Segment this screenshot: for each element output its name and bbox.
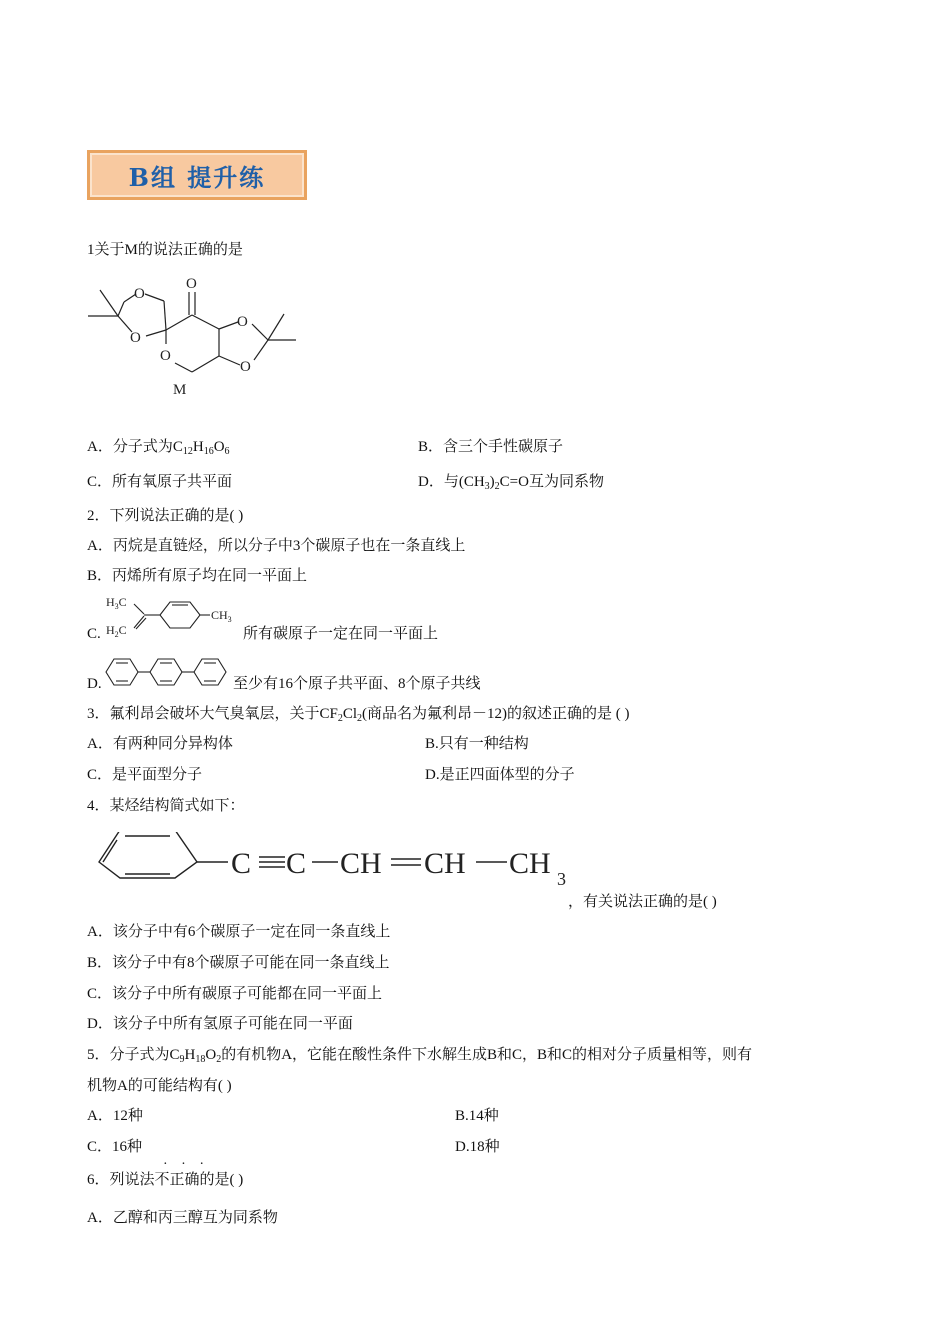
- atom-o-label: O: [134, 286, 145, 302]
- q2-option-a: A．丙烷是直链烃，所以分子中3个碳原子也在一条直线上: [87, 538, 466, 554]
- q5-option-a: A．12种: [87, 1108, 143, 1124]
- q4-option-a: A．该分子中有6个碳原子一定在同一条直线上: [87, 924, 391, 940]
- q2-option-d-terphenyl: [102, 654, 234, 690]
- q2-option-c-structure: [100, 594, 245, 640]
- q4-option-d: D．该分子中所有氢原子可能在同一平面: [87, 1016, 353, 1032]
- q5-stem-line1: 5．分子式为$C_9H_{18}O_2$的有机物A，它能在酸性条件下水解生成B和C，B和C的相对分子质量相等，则有: [87, 1047, 753, 1065]
- emphasis-dots: · · ·: [163, 1157, 209, 1172]
- q1-option-a: A．分子式为$C_{12}H_{16}O_6$: [87, 439, 230, 457]
- section-header-box: [87, 150, 307, 200]
- atom-o-label: O: [237, 314, 248, 330]
- q6-stem: 6．列说法不正确的是( ): [87, 1172, 244, 1188]
- svg-text:CH: CH: [340, 847, 382, 880]
- q6-option-a: A．乙醇和丙三醇互为同系物: [87, 1210, 278, 1226]
- svg-text:H2C: $H_2C$: [106, 623, 127, 639]
- molecule-label-m: M: [173, 382, 187, 398]
- atom-o-label: O: [240, 359, 251, 375]
- q4-stem: 4．某烃结构简式如下：: [87, 798, 245, 814]
- atom-o-label: O: [130, 330, 141, 346]
- svg-text:CH: CH: [509, 847, 551, 880]
- q5-option-d: D.18种: [455, 1139, 500, 1155]
- q1-option-b: B．含三个手性碳原子: [418, 439, 564, 455]
- q2-option-b: B．丙烯所有原子均在同一平面上: [87, 568, 308, 584]
- q1-molecule-structure: [80, 268, 310, 400]
- q2-option-d-text: 至少有16个原子共平面、8个原子共线: [233, 676, 481, 692]
- q3-option-b: B.只有一种结构: [425, 736, 529, 752]
- q5-option-b: B.14种: [455, 1108, 499, 1124]
- q5-option-c: C．16种: [87, 1139, 143, 1155]
- svg-text:CH3: $CH_3$: [211, 608, 232, 624]
- q4-option-c: C．该分子中所有碳原子可能都在同一平面上: [87, 986, 383, 1002]
- q5-stem-line2: 机物A的可能结构有( ): [87, 1078, 232, 1094]
- q2-stem: 2．下列说法正确的是( ): [87, 508, 244, 524]
- section-title: B组 提升练: [128, 162, 266, 192]
- q3-option-c: C．是平面型分子: [87, 767, 203, 783]
- q3-option-a: A．有两种同分异构体: [87, 736, 233, 752]
- atom-o-label: O: [160, 348, 171, 364]
- svg-text:C: C: [231, 847, 252, 880]
- q3-stem: 3．氟利昂会破坏大气臭氧层，关于$CF_2Cl_2$(商品名为氟利昂－12)的叙述正确的是 ( ): [87, 706, 630, 724]
- q2-option-c-label: C.: [87, 626, 101, 642]
- q4-option-b: B．该分子中有8个碳原子可能在同一条直线上: [87, 955, 390, 971]
- svg-text:CH: CH: [424, 847, 466, 880]
- q2-option-d-label: D.: [87, 676, 102, 692]
- svg-text:3: 3: [557, 869, 566, 889]
- q4-stem-tail: ，有关说法正确的是( ): [568, 894, 717, 910]
- svg-text:C: C: [286, 847, 307, 880]
- svg-text:H3C: $H_3C$: [106, 595, 127, 611]
- q2-option-c-text: 所有碳原子一定在同一平面上: [243, 626, 439, 642]
- atom-o-label: O: [186, 276, 197, 292]
- q1-stem: 1关于M的说法正确的是: [87, 242, 243, 258]
- q1-option-c: C．所有氧原子共平面: [87, 474, 233, 490]
- q4-structure-formula: [95, 832, 575, 892]
- q3-option-d: D.是正四面体型的分子: [425, 767, 575, 783]
- q1-option-d: D．与$(CH_3)_2C=O$互为同系物: [418, 474, 604, 492]
